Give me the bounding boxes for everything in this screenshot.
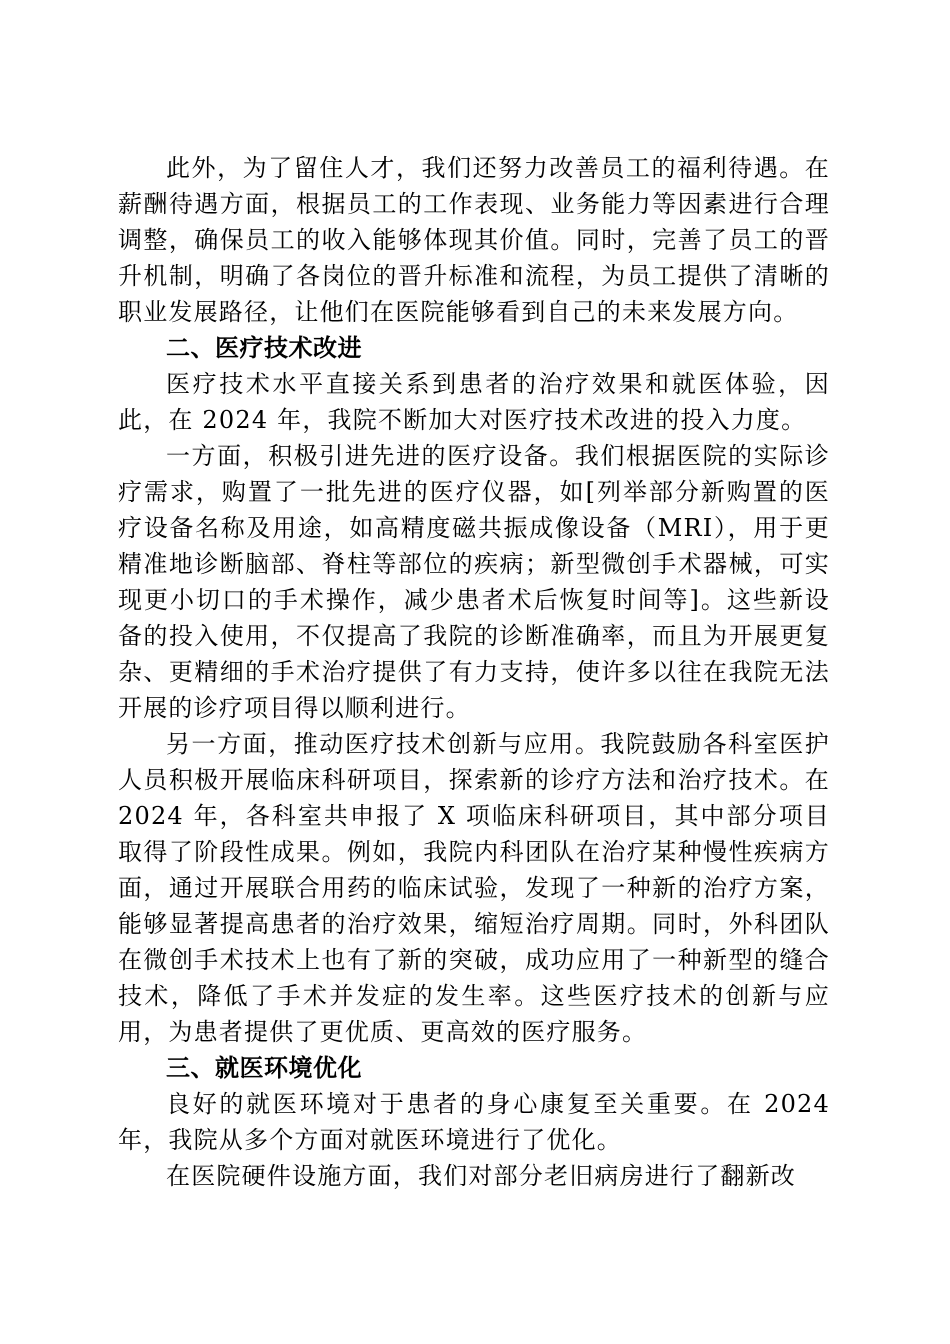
- paragraph-staff-benefits: 此外，为了留住人才，我们还努力改善员工的福利待遇。在薪酬待遇方面，根据员工的工作表现、业务能力等因素进行合理调整，确保员工的收入能够体现其价值。同时，完善了员工的晋升机制，明确了各岗位的晋升标准和流程，为员工提供了清晰的职业发展路径，让他们在医院能够看到自己的未来发展方向。: [118, 154, 830, 326]
- section-heading-medical-technology: 二、医疗技术改进: [166, 334, 362, 362]
- paragraph-environment-intro: 良好的就医环境对于患者的身心康复至关重要。在 2024 年，我院从多个方面对就医环境进行了优化。: [118, 1090, 830, 1154]
- paragraph-innovation: 另一方面，推动医疗技术创新与应用。我院鼓励各科室医护人员积极开展临床科研项目，探索新的诊疗方法和治疗技术。在 2024 年，各科室共申报了 X 项临床科研项目，其中部分项目取得了阶段性成果。例如，我院内科团队在治疗某种慢性疾病方面，通过开展联合用药的临床试验，发现了一种新的治疗方案，能够显著提高患者的治疗效果，缩短治疗周期。同时，外科团队在微创手术技术上也有了新的突破，成功应用了一种新型的缝合技术，降低了手术并发症的发生率。这些医疗技术的创新与应用，为患者提供了更优质、更高效的医疗服务。: [118, 730, 830, 1046]
- paragraph-equipment: 一方面，积极引进先进的医疗设备。我们根据医院的实际诊疗需求，购置了一批先进的医疗仪器，如[列举部分新购置的医疗设备名称及用途，如高精度磁共振成像设备（MRI），用于更精准地诊断脑部、脊柱等部位的疾病；新型微创手术器械，可实现更小切口的手术操作，减少患者术后恢复时间等]。这些新设备的投入使用，不仅提高了我院的诊断准确率，而且为开展更复杂、更精细的手术治疗提供了有力支持，使许多以往在我院无法开展的诊疗项目得以顺利进行。: [118, 442, 830, 722]
- section-heading-environment: 三、就医环境优化: [166, 1054, 362, 1082]
- paragraph-technology-intro: 医疗技术水平直接关系到患者的治疗效果和就医体验，因此，在 2024 年，我院不断加大对医疗技术改进的投入力度。: [118, 370, 830, 434]
- paragraph-facilities: 在医院硬件设施方面，我们对部分老旧病房进行了翻新改: [166, 1162, 796, 1190]
- document-body: [118, 150, 830, 1194]
